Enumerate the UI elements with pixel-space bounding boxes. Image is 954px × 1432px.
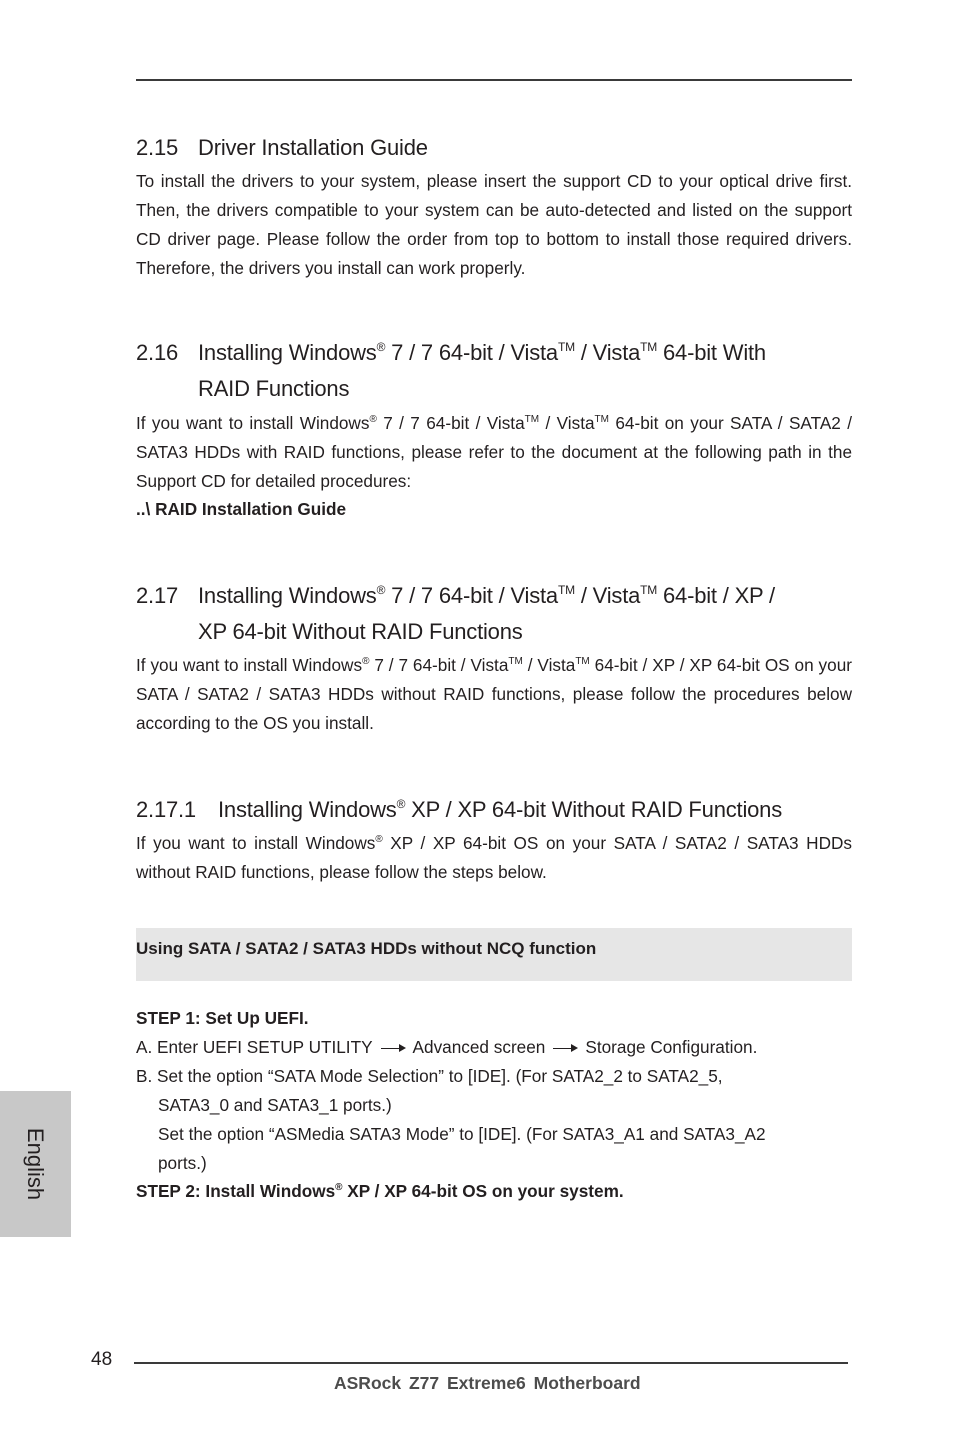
header-rule xyxy=(136,79,852,81)
heading-text: / Vista xyxy=(574,340,641,365)
side-tab-label: English xyxy=(23,1127,48,1201)
step-text: A. Enter UEFI SETUP UTILITY xyxy=(136,1037,373,1057)
arrow-right-icon xyxy=(553,1043,579,1053)
language-side-tab xyxy=(0,1091,71,1237)
heading-text: Installing Windows xyxy=(218,797,397,822)
body-text: 7 / 7 64-bit / Vista xyxy=(369,655,509,675)
section-number: 2.15 xyxy=(136,135,179,160)
heading-text: Installing Windows xyxy=(198,340,377,365)
step-1-b-line1: B. Set the option “SATA Mode Selection” to [IDE]. (For SATA2_2 to SATA2_5, xyxy=(136,1066,723,1086)
body-text: If you want to install Windows xyxy=(136,655,363,675)
heading-text: 7 / 7 64-bit / Vista xyxy=(385,340,558,365)
registered-mark: ® xyxy=(396,797,406,811)
section-heading-2-16-cont: RAID Functions xyxy=(198,376,350,401)
trademark-mark: TM xyxy=(640,583,658,597)
heading-text: 64-bit With xyxy=(657,340,766,365)
step-text: XP / XP 64-bit OS on your system. xyxy=(342,1181,624,1201)
heading-text: Installing Windows xyxy=(198,583,377,608)
registered-mark: ® xyxy=(362,656,370,667)
step-text: STEP 2: Install Windows xyxy=(136,1181,336,1201)
raid-guide-path: ..\ RAID Installation Guide xyxy=(136,499,347,519)
section-number: 2.16 xyxy=(136,340,179,365)
section-heading-2-17 xyxy=(136,578,775,614)
body-text: / Vista xyxy=(539,413,595,433)
trademark-mark: TM xyxy=(640,340,658,354)
trademark-mark: TM xyxy=(524,414,540,425)
footer-rule xyxy=(134,1362,848,1364)
step-1-b-line3: Set the option “ASMedia SATA3 Mode” to [IDE]. (For SATA3_A1 and SATA3_A2 xyxy=(158,1124,766,1144)
section-heading-2-17-cont: XP 64-bit Without RAID Functions xyxy=(198,619,523,644)
step-1-b-line4: ports.) xyxy=(158,1153,207,1173)
section-number: 2.17.1 xyxy=(136,797,196,822)
body-text: XP / XP 64-bit OS on your SATA / SATA2 / SATA3 HDDs without RAID functions, please follow the steps below. xyxy=(136,833,852,882)
callout-box xyxy=(136,928,852,981)
arrow-right-icon xyxy=(381,1043,407,1053)
body-text: / Vista xyxy=(522,655,576,675)
trademark-mark: TM xyxy=(594,414,609,425)
step-1-b-line2: SATA3_0 and SATA3_1 ports.) xyxy=(158,1095,392,1115)
heading-text: / Vista xyxy=(574,583,641,608)
page-number: 48 xyxy=(91,1349,113,1370)
section-body-2-15: To install the drivers to your system, please insert the support CD to your optical drive first. Then, the drivers compatible to your system can be auto-detected and listed on the support CD driver page. Please follow the order from top to bottom to install those required drivers. Therefore, the drivers you install can work properly. xyxy=(136,171,852,278)
registered-mark: ® xyxy=(335,1182,343,1193)
section-heading-2-16 xyxy=(136,335,766,371)
callout-text: Using SATA / SATA2 / SATA3 HDDs without NCQ function xyxy=(136,939,597,958)
section-heading-2-15 xyxy=(136,130,428,166)
body-text: 7 / 7 64-bit / Vista xyxy=(376,413,525,433)
registered-mark: ® xyxy=(376,340,386,354)
trademark-mark: TM xyxy=(557,583,575,597)
heading-text: 7 / 7 64-bit / Vista xyxy=(385,583,558,608)
registered-mark: ® xyxy=(375,834,383,845)
registered-mark: ® xyxy=(376,583,386,597)
body-text: 64-bit on your SATA / SATA2 / SATA3 HDDs with RAID functions, please refer to the document at the following path in the Support CD for detailed procedures: xyxy=(136,413,853,491)
trademark-mark: TM xyxy=(508,656,523,667)
footer-title: ASRock Z77 Extreme6 Motherboard xyxy=(334,1373,641,1393)
body-text: If you want to install Windows xyxy=(136,833,376,853)
section-title: Driver Installation Guide xyxy=(198,135,428,160)
section-body-2-17-1 xyxy=(136,829,852,887)
heading-text: XP / XP 64-bit Without RAID Functions xyxy=(405,797,783,822)
body-text: 64-bit / XP / XP 64-bit OS on your SATA / SATA2 / SATA3 HDDs without RAID functions, please follow the procedures below according to the OS you install. xyxy=(136,655,852,733)
step-1-a xyxy=(136,1033,852,1062)
section-body-2-17 xyxy=(136,651,852,738)
trademark-mark: TM xyxy=(557,340,575,354)
body-text: If you want to install Windows xyxy=(136,413,370,433)
heading-text: 64-bit / XP / xyxy=(657,583,775,608)
section-number: 2.17 xyxy=(136,583,179,608)
step-1-title: STEP 1: Set Up UEFI. xyxy=(136,1008,309,1028)
trademark-mark: TM xyxy=(575,656,590,667)
step-text: Advanced screen xyxy=(412,1037,546,1057)
step-text: Storage Configuration. xyxy=(585,1037,758,1057)
section-heading-2-17-1 xyxy=(136,792,782,828)
step-2-title xyxy=(136,1177,852,1206)
registered-mark: ® xyxy=(369,414,377,425)
section-body-2-16 xyxy=(136,409,852,496)
